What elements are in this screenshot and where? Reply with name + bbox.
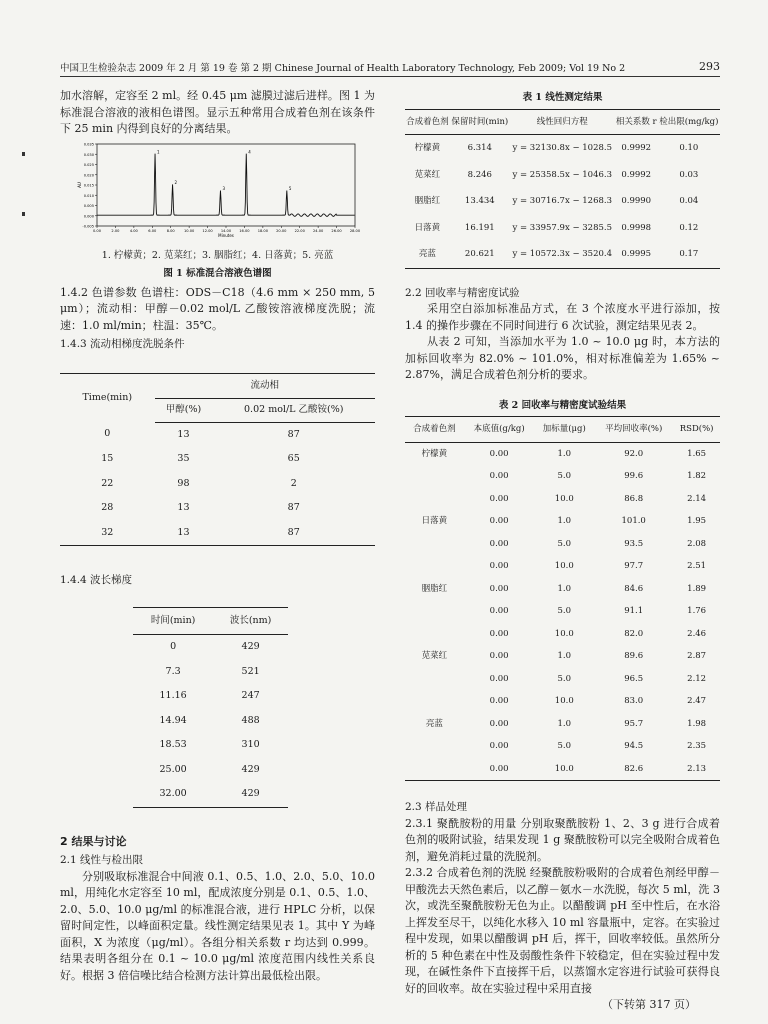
table2-cell: 93.5	[624, 538, 644, 549]
gradient-row	[60, 447, 375, 472]
y-tick-label: 0.015	[83, 183, 94, 187]
table2-cell: 0.00	[464, 758, 535, 781]
section-2-1-heading: 2.1 线性与检出限	[60, 854, 144, 866]
chromatogram-trace	[97, 153, 355, 216]
wavelength-row	[133, 782, 288, 807]
table1-cell: 8.246	[467, 169, 492, 180]
table2-cell: 胭脂红	[421, 583, 448, 594]
y-tick-label: 0.025	[83, 162, 94, 167]
table2-row	[405, 713, 720, 736]
table1-header: 相关系数 r	[615, 109, 658, 135]
table1-cell: 16.191	[464, 222, 495, 233]
table2-cell: 10.0	[554, 696, 574, 706]
table2-cell: 94.5	[624, 741, 644, 751]
wavelength-cell: 429	[241, 763, 260, 775]
gradient-header-mobile: 流动相	[155, 373, 376, 399]
section-2-2-heading: 2.2 回收率与精密度试验	[405, 286, 520, 299]
table2-cell: 0.00	[489, 493, 509, 504]
table1-cell: 0.9998	[621, 222, 652, 233]
wavelength-row	[133, 660, 288, 685]
scan-mark	[22, 212, 25, 216]
table2-cell: 10.0	[554, 628, 574, 639]
table1-cell: 苋菜红	[414, 169, 441, 180]
table1-cell: y = 10572.3x − 3520.4	[510, 241, 615, 268]
gradient-cell: 0	[104, 428, 111, 440]
table2-cell: 0.00	[489, 516, 509, 526]
table2-header: 加标量(μg)	[534, 417, 594, 443]
wavelength-cell: 310	[241, 739, 260, 750]
gradient-cell: 15	[101, 453, 114, 464]
table2-row	[405, 555, 720, 578]
section-2-heading: 2 结果与讨论	[60, 834, 127, 848]
table2-cell: 1.0	[557, 516, 572, 526]
y-tick-label: 0.030	[83, 152, 94, 157]
section-2-3-2-paragraph: 2.3.2 合成着色剂的洗脱 经聚酰胺粉吸附的合成着色剂经甲醇－甲酸洗去天然色素后，以乙醇－氨水－水洗脱，每次 5 ml，洗 3 次，或洗至聚酰胺粉无色为止。以醋酸调 pH 至中性后，在水浴上挥发至尽干，以纯化水移入 10 ml 容量瓶中，定容。在实验过程中发现，如果以醋酸调 pH 后，挥干，回收率较低。虽然所分析的 5 种色素在中性及弱酸性条件下较稳定，但在实验过程中发现，在碱性条件下直接挥干后，以蒸馏水定容进行试验可获得良好的回收率。故在实验过程中采用直接	[405, 866, 720, 995]
table2-cell: 84.6	[624, 583, 644, 594]
y-axis-label: AU	[76, 181, 82, 188]
header-rule	[60, 76, 720, 77]
table2-header: 平均回收率(%)	[594, 417, 673, 443]
table2-cell: 1.76	[687, 606, 707, 616]
x-tick-label: 8.00	[166, 228, 175, 233]
x-tick-label: 26.00	[330, 228, 342, 233]
x-tick-label: 2.00	[110, 228, 119, 233]
table1-cell: 0.03	[679, 169, 699, 180]
table1-row	[405, 135, 720, 162]
table2-cell: 1.0	[557, 583, 572, 594]
table2-cell: 0.00	[489, 741, 509, 751]
table1-cell: 胭脂红	[414, 196, 441, 206]
x-tick-label: 20.00	[275, 228, 286, 233]
table2-row	[405, 600, 720, 623]
wavelength-row	[133, 635, 288, 660]
gradient-header-ammonium: 0.02 mol/L 乙酸铵(%)	[212, 399, 375, 423]
wavelength-table	[133, 607, 288, 808]
wavelength-cell: 25.00	[159, 763, 187, 775]
table1-cell: 亮蓝	[405, 241, 450, 268]
table1-caption: 表 1 线性测定结果	[522, 92, 603, 103]
section-2-2-paragraph-b: 从表 2 可知，当添加水平为 1.0 ~ 10.0 μg 时，本方法的加标回收率为 82.0% ~ 101.0%，相对标准偏差为 1.65% ~ 2.87%，满足合成着色剂分析的要求。	[405, 335, 720, 381]
table1-cell: 柠檬黄	[414, 143, 441, 153]
x-tick-label: 10.00	[183, 228, 194, 233]
table2-cell: 0.00	[489, 718, 509, 729]
table1-cell: y = 30716.7x − 1268.3	[512, 196, 613, 206]
table2-cell: 2.46	[687, 628, 707, 639]
gradient-row	[60, 496, 375, 521]
table2-cell	[405, 758, 464, 781]
section-1-4-4: 1.4.4 波长梯度	[60, 574, 133, 586]
gradient-cell: 98	[177, 477, 190, 489]
table2-cell: 2.51	[687, 561, 707, 571]
gradient-row	[60, 521, 375, 546]
table2-row	[405, 510, 720, 533]
table2-cell: 91.1	[624, 606, 644, 616]
table2-cell: 日落黄	[421, 516, 448, 526]
x-axis-label: Minutes	[217, 232, 234, 238]
table1-cell: 0.17	[658, 241, 720, 268]
table1-cell: y = 25358.5x − 1046.3	[512, 169, 613, 180]
table2-row	[405, 668, 720, 691]
x-tick-label: 18.00	[257, 228, 268, 233]
table2-row	[405, 465, 720, 488]
x-tick-label: 14.00	[220, 228, 231, 233]
scan-mark	[22, 152, 25, 156]
table1-cell: 0.12	[679, 222, 699, 233]
table2-cell: 5.0	[557, 471, 572, 481]
wavelength-header-time: 时间(min)	[133, 607, 213, 635]
x-tick-label: 28.00	[349, 228, 360, 233]
table2-cell: 101.0	[621, 516, 646, 526]
table2-row	[405, 442, 720, 465]
table1-header: 合成着色剂	[405, 109, 450, 135]
table2-cell: 5.0	[557, 673, 572, 684]
table2-cell: 1.0	[557, 718, 572, 729]
table1-row	[405, 162, 720, 189]
table1-header: 保留时间(min)	[450, 109, 510, 135]
table2-row	[405, 623, 720, 646]
wavelength-row	[133, 709, 288, 734]
table1-cell: 0.10	[679, 143, 699, 153]
section-2-1-paragraph: 分别吸取标准混合中间液 0.1、0.5、1.0、2.0、5.0、10.0 ml，用纯化水定容至 10 ml，配成浓度分别是 0.1、0.5、1.0、2.0、5.0、10.0 μg/ml 的标准混合液，进行 HPLC 分析，以保留时间定性，以峰面积定量。线性测定结果见表 1。其中 Y 为峰面积，X 为浓度（μg/ml）。各组分相关系数 r 均达到 0.999。结果表明各组分在 0.1 ~ 10.0 μg/ml 浓度范围内线性关系良好。根据 3 倍信噪比结合检测方法计算出最低检出限。	[60, 869, 375, 982]
table1-row	[405, 188, 720, 215]
table1-cell: 13.434	[464, 196, 495, 206]
x-tick-label: 12.00	[201, 228, 213, 233]
wavelength-cell: 247	[241, 690, 260, 701]
wavelength-cell: 11.16	[159, 690, 187, 701]
y-tick-label: 0.000	[83, 213, 94, 218]
wavelength-cell: 32.00	[133, 782, 213, 807]
table1-cell: 0.9990	[621, 196, 652, 206]
table2-header: 本底值(g/kg)	[464, 417, 535, 443]
gradient-table	[60, 373, 375, 547]
wavelength-row	[133, 684, 288, 709]
gradient-cell: 2	[290, 477, 297, 489]
table2-row	[405, 758, 720, 781]
table2-header: 合成着色剂	[405, 417, 464, 443]
section-2-2-paragraph-a: 采用空白添加标准品方式，在 3 个浓度水平进行添加，按 1.4 的操作步骤在不同时间进行 6 次试验，测定结果见表 2。	[405, 302, 720, 332]
wavelength-row	[133, 733, 288, 758]
journal-info: 中国卫生检验杂志 2009 年 2 月 第 19 卷 第 2 期 Chinese Journal of Health Laboratory Technology, Feb 2009; Vol 19 No 2	[60, 63, 626, 74]
wavelength-cell: 429	[241, 641, 260, 652]
y-tick-label: -0.005	[81, 224, 94, 228]
gradient-header-meoh: 甲醇(%)	[155, 399, 213, 423]
table2-cell: 0.00	[489, 538, 509, 549]
table2-recovery	[405, 416, 720, 781]
wavelength-header-nm: 波长(nm)	[213, 607, 288, 635]
table2-cell: 10.0	[534, 758, 594, 781]
table2-cell: 0.00	[489, 628, 509, 639]
table2-cell	[405, 735, 464, 758]
x-tick-label: 24.00	[312, 228, 323, 233]
continued-note: （下转第 317 页）	[602, 998, 696, 1011]
gradient-cell: 87	[287, 428, 300, 440]
wavelength-cell: 0	[170, 641, 177, 652]
peak-label: 2	[174, 179, 177, 185]
table2-cell: 1.82	[687, 471, 707, 481]
section-2-3-1-paragraph: 2.3.1 聚酰胺粉的用量 分别取聚酰胺粉 1、2、3 g 进行合成着色剂的吸附试验，结果发现 1 g 聚酰胺粉可以完全吸附合成着色剂，避免消耗过量的洗脱剂。	[405, 816, 720, 863]
plot-frame	[97, 144, 355, 226]
table2-cell: 柠檬黄	[421, 448, 448, 459]
table2-cell: 2.14	[687, 493, 707, 504]
table2-cell	[405, 600, 464, 623]
left-column	[60, 88, 375, 984]
table2-row	[405, 735, 720, 758]
table2-cell: 1.65	[687, 448, 707, 459]
right-column	[405, 88, 720, 1014]
peak-label: 5	[288, 185, 291, 191]
table1-row	[405, 241, 720, 268]
gradient-row	[60, 472, 375, 497]
table2-row	[405, 578, 720, 601]
table2-cell: 2.08	[687, 538, 707, 549]
gradient-cell: 65	[287, 453, 300, 464]
y-tick-label: 0.020	[83, 172, 94, 177]
table1-row	[405, 215, 720, 242]
y-tick-label: 0.010	[83, 193, 94, 198]
table2-cell	[405, 555, 464, 578]
table2-cell: 97.7	[624, 561, 644, 571]
x-tick-label: 22.00	[294, 228, 305, 233]
table2-cell: 1.95	[687, 516, 707, 526]
x-tick-label: 6.00	[147, 228, 156, 233]
y-tick-label: 0.005	[83, 203, 94, 208]
table1-cell: 20.621	[450, 241, 510, 268]
gradient-cell: 13	[155, 521, 213, 546]
table2-cell: 96.5	[624, 673, 644, 684]
section-1-4-3: 1.4.3 流动相梯度洗脱条件	[60, 338, 185, 350]
table2-cell: 2.47	[687, 696, 707, 706]
gradient-cell: 35	[177, 453, 190, 464]
peak-label: 1	[156, 148, 160, 154]
table2-cell: 5.0	[557, 538, 572, 549]
x-tick-label: 16.00	[238, 228, 250, 233]
table1-cell: 0.9992	[621, 143, 652, 153]
gradient-cell: 28	[101, 502, 114, 513]
table2-cell: 1.0	[557, 448, 572, 459]
table2-cell: 2.12	[687, 673, 707, 684]
table2-cell: 苋菜红	[421, 651, 448, 661]
wavelength-cell: 18.53	[159, 739, 187, 750]
table2-cell	[405, 533, 464, 556]
gradient-cell: 87	[212, 521, 375, 546]
table1-cell: 0.9995	[615, 241, 658, 268]
table2-header: RSD(%)	[673, 417, 720, 443]
x-tick-label: 0.00	[92, 228, 101, 233]
table1-linearity	[405, 109, 720, 269]
table1-cell: 0.9992	[621, 169, 652, 180]
peak-label: 4	[247, 148, 251, 154]
figure-caption: 图 1 标准混合溶液色谱图	[163, 268, 272, 279]
chromatogram	[73, 138, 363, 248]
table2-row	[405, 533, 720, 556]
table2-cell: 0.00	[489, 606, 509, 616]
table2-row	[405, 488, 720, 511]
gradient-cell: 13	[177, 502, 190, 513]
x-tick-label: 4.00	[129, 228, 138, 233]
table2-cell: 10.0	[554, 493, 574, 504]
wavelength-cell: 7.3	[165, 665, 181, 677]
table2-cell: 1.89	[687, 583, 707, 594]
table1-cell: 0.04	[679, 196, 699, 206]
table2-cell: 0.00	[489, 673, 509, 684]
table2-cell: 2.87	[687, 651, 707, 661]
table2-caption: 表 2 回收率与精密度试验结果	[498, 399, 627, 411]
table1-header: 检出限(mg/kg)	[658, 109, 720, 135]
gradient-cell: 32	[60, 521, 155, 546]
table2-row	[405, 690, 720, 713]
table2-cell: 95.7	[624, 718, 644, 729]
wavelength-cell: 521	[241, 665, 260, 677]
table2-cell: 86.8	[624, 493, 644, 504]
table2-cell	[405, 690, 464, 713]
table2-cell: 0.00	[489, 583, 509, 594]
table2-cell: 82.0	[624, 628, 644, 639]
table2-cell: 92.0	[624, 448, 644, 459]
table1-header: 线性回归方程	[510, 109, 615, 135]
table1-cell: 日落黄	[414, 222, 441, 233]
table1-cell: 6.314	[467, 143, 492, 153]
wavelength-cell: 14.94	[159, 714, 187, 726]
section-2-3-heading: 2.3 样品处理	[405, 801, 468, 813]
figure-legend: 1. 柠檬黄；2. 苋菜红；3. 胭脂红；4. 日落黄；5. 亮蓝	[101, 249, 334, 261]
table2-cell: 2.35	[687, 741, 707, 751]
table2-cell: 1.98	[687, 718, 707, 729]
y-tick-label: 0.035	[83, 142, 94, 146]
wavelength-cell: 429	[213, 782, 288, 807]
table2-cell: 1.0	[557, 651, 572, 661]
section-1-4-2: 1.4.2 色谱参数 色谱柱：ODS－C18（4.6 mm × 250 mm, 5 μm）；流动相：甲醇－0.02 mol/L 乙酸铵溶液梯度洗脱；流速：1.0 ml/min；柱温：35℃。	[60, 285, 375, 332]
table2-cell: 5.0	[557, 606, 572, 616]
intro-paragraph: 加水溶解，定容至 2 ml。经 0.45 μm 滤膜过滤后进样。图 1 为标准混合溶液的液相色谱图。显示五种常用合成着色剂在该条件下 25 min 内得到良好的分离结果。	[60, 89, 375, 135]
table2-cell: 0.00	[489, 696, 509, 706]
table1-cell: y = 33957.9x − 3285.5	[512, 222, 613, 233]
table1-cell: y = 32130.8x − 1028.5	[512, 143, 613, 153]
table2-cell: 0.00	[489, 471, 509, 481]
peak-label: 3	[221, 185, 225, 191]
gradient-header-time: Time(min)	[60, 373, 155, 422]
wavelength-row	[133, 758, 288, 783]
table2-cell: 0.00	[489, 651, 509, 661]
wavelength-cell: 488	[241, 714, 260, 726]
table2-cell: 0.00	[489, 561, 509, 571]
running-header	[60, 60, 720, 74]
page-number: 293	[699, 60, 720, 73]
table2-cell	[405, 623, 464, 646]
table2-cell: 亮蓝	[425, 718, 443, 729]
table2-cell	[405, 668, 464, 691]
gradient-cell: 87	[287, 502, 300, 513]
table2-cell: 0.00	[489, 448, 509, 459]
table2-cell: 99.6	[624, 471, 644, 481]
table2-cell	[405, 488, 464, 511]
table2-row	[405, 645, 720, 668]
table2-cell: 5.0	[557, 741, 572, 751]
gradient-cell: 22	[101, 477, 114, 489]
table2-cell: 82.6	[594, 758, 673, 781]
table2-cell	[405, 465, 464, 488]
table2-cell: 10.0	[554, 561, 574, 571]
table2-cell: 83.0	[624, 696, 644, 706]
table2-cell: 89.6	[624, 651, 644, 661]
table2-cell: 2.13	[673, 758, 720, 781]
gradient-cell: 13	[177, 428, 190, 440]
gradient-row	[60, 422, 375, 447]
